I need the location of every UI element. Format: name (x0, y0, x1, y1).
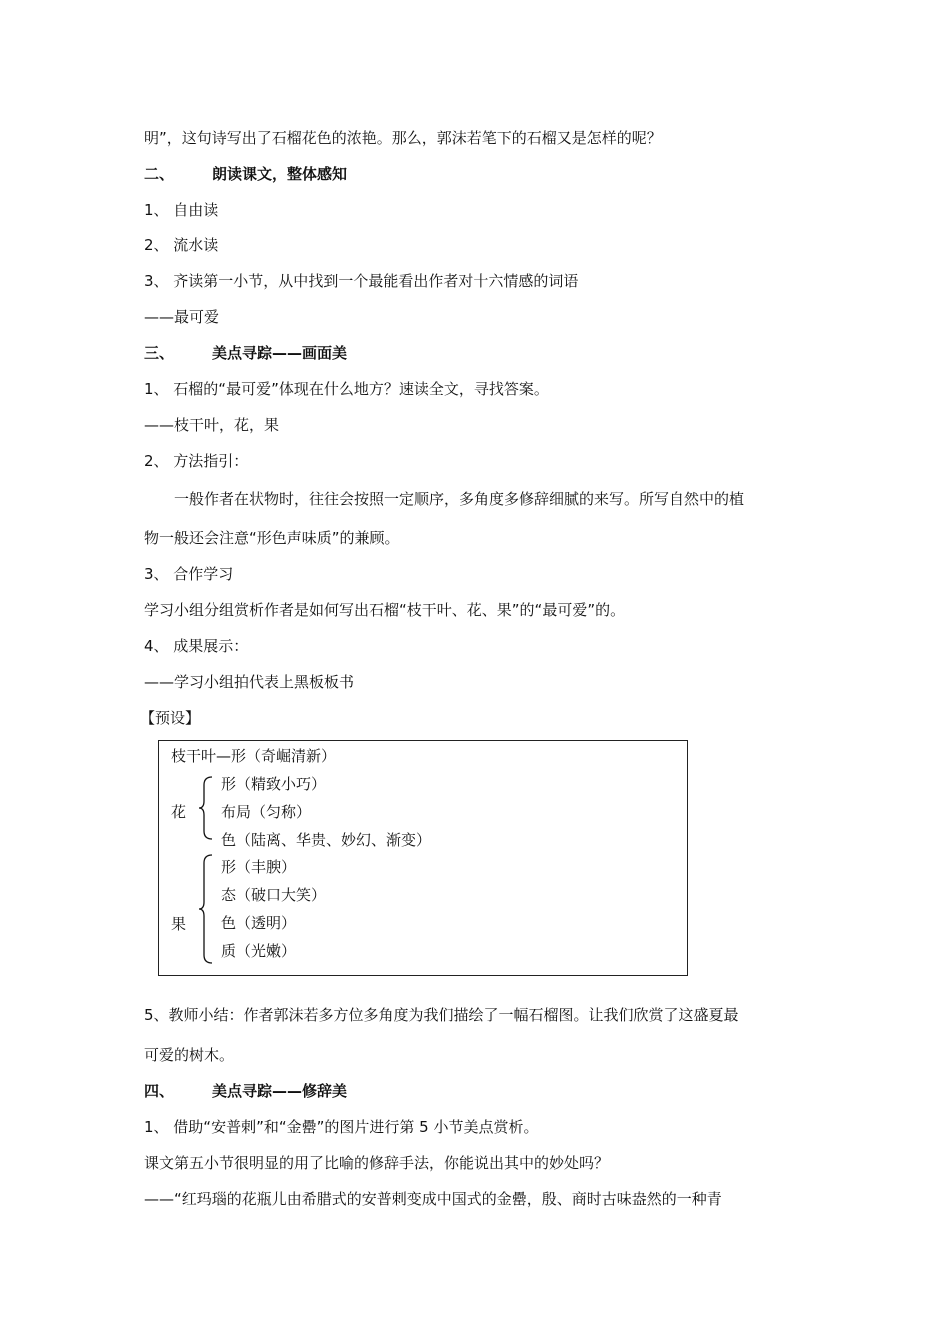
list-item: 3、 合作学习 (144, 565, 234, 583)
flower-item: 形（精致小巧） (221, 775, 327, 793)
list-item: 1、 石榴的“最可爱”体现在什么地方？速读全文，寻找答案。 (144, 380, 549, 398)
paragraph-line: 课文第五小节很明显的用了比喻的修辞手法，你能说出其中的妙处吗？ (144, 1154, 610, 1172)
fruit-item: 形（丰腴） (221, 858, 297, 876)
section-heading: 朗读课文，整体感知 (212, 165, 348, 183)
section-number: 四、 (144, 1082, 175, 1100)
paragraph-line: 学习小组分组赏析作者是如何写出石榴“枝干叶、花、果”的“最可爱”的。 (144, 601, 626, 619)
section-heading: 美点寻踪——画面美 (212, 344, 348, 362)
list-item: 4、 成果展示： (144, 637, 249, 655)
paragraph-line: 物一般还会注意“形色声味质”的兼顾。 (144, 529, 400, 547)
section-heading: 美点寻踪——修辞美 (212, 1082, 348, 1100)
fruit-item: 态（破口大笑） (221, 886, 327, 904)
flower-brace (199, 775, 215, 841)
paragraph-line: 一般作者在状物时，往往会按照一定顺序，多角度多修辞细腻的来写。所写自然中的植 (174, 490, 745, 508)
flower-label: 花 (171, 803, 187, 821)
blackboard-diagram (158, 740, 688, 976)
fruit-brace (199, 853, 215, 965)
text-line: 明”，这句诗写出了石榴花色的浓艳。那么，郭沫若笔下的石榴又是怎样的呢？ (144, 129, 662, 147)
section-number: 三、 (144, 344, 175, 362)
fruit-item: 质（光嫩） (221, 942, 297, 960)
paragraph-line: 可爱的树木。 (144, 1046, 235, 1064)
fruit-label: 果 (171, 915, 187, 933)
list-item: 2、 流水读 (144, 236, 219, 254)
flower-item: 布局（匀称） (221, 803, 312, 821)
answer-line: ——“红玛瑙的花瓶儿由希腊式的安普剌变成中国式的金罍，殷、商时古味盎然的一种青 (144, 1190, 722, 1208)
preset-label: 【预设】 (140, 709, 201, 727)
list-item: 2、 方法指引： (144, 452, 249, 470)
section-number: 二、 (144, 165, 175, 183)
flower-item: 色（陆离、华贵、妙幻、渐变） (221, 831, 432, 849)
list-item: 1、 借助“安普剌”和“金罍”的图片进行第 5 小节美点赏析。 (144, 1118, 539, 1136)
list-item: 3、 齐读第一小节，从中找到一个最能看出作者对十六情感的词语 (144, 272, 579, 290)
answer-line: ——枝干叶，花，果 (144, 416, 280, 434)
fruit-item: 色（透明） (221, 914, 297, 932)
answer-line: ——最可爱 (144, 308, 220, 326)
list-item: 1、 自由读 (144, 201, 219, 219)
branch-item: 枝干叶—形（奇崛清新） (171, 747, 337, 765)
list-item: 5、教师小结：作者郭沫若多方位多角度为我们描绘了一幅石榴图。让我们欣赏了这盛夏最 (144, 1006, 739, 1024)
answer-line: ——学习小组拍代表上黑板板书 (144, 673, 355, 691)
